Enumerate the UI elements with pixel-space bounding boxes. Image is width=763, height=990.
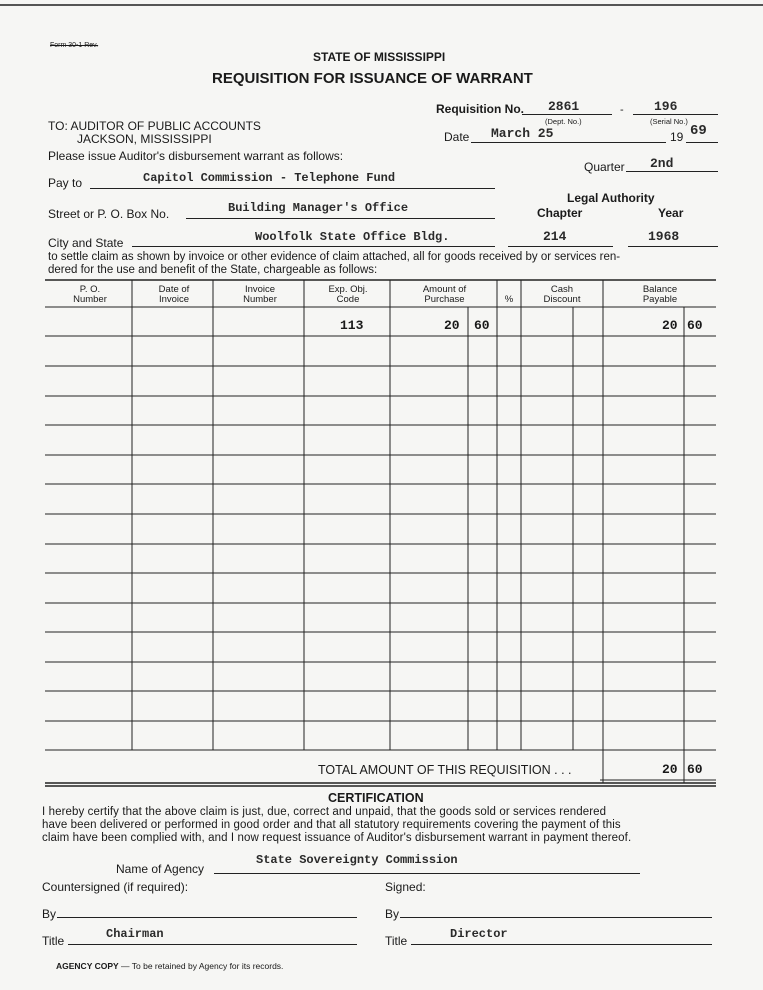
chapter-value: 214: [543, 229, 567, 244]
agency-name-value: State Sovereignty Commission: [256, 853, 458, 867]
certification-line-3: claim have been complied with, and I now request issuance of Auditor's disbursement warrant in payment thereof.: [42, 832, 632, 844]
left-title-value: Chairman: [106, 927, 164, 941]
amount-dollars-cell: 20: [444, 318, 460, 333]
dept-no-caption: (Dept. No.): [545, 117, 582, 126]
balance-dollars-cell: 20: [662, 318, 678, 333]
col-header-cash-discount: Cash Discount: [543, 284, 581, 305]
serial-no-caption: (Serial No.): [650, 117, 688, 126]
form-number: Form 30-1 Rev.: [50, 42, 99, 49]
col-header-percent: %: [504, 294, 514, 305]
col-header-invoice-number: Invoice Number: [243, 284, 277, 305]
amount-cents-cell: 60: [474, 318, 490, 333]
year-auth-line: [628, 246, 718, 247]
total-dollars: 20: [662, 762, 678, 777]
signed-label: Signed:: [385, 880, 426, 894]
quarter-label: Quarter: [584, 160, 625, 174]
right-title-value: Director: [450, 927, 508, 941]
col-header-balance-payable: Balance Payable: [642, 284, 678, 305]
to-line-1: TO: AUDITOR OF PUBLIC ACCOUNTS: [48, 119, 261, 133]
agency-name-label: Name of Agency: [116, 862, 205, 876]
city-value: Woolfolk State Office Bldg.: [255, 230, 450, 244]
pay-to-label: Pay to: [48, 176, 83, 190]
year-column-label: Year: [658, 206, 684, 220]
footer-agency-copy: AGENCY COPY: [56, 961, 119, 971]
form-title: REQUISITION FOR ISSUANCE OF WARRANT: [212, 70, 533, 87]
countersigned-label: Countersigned (if required):: [42, 880, 189, 894]
city-line: [132, 246, 495, 247]
right-title-label: Title: [385, 934, 408, 948]
balance-cents-cell: 60: [687, 318, 703, 333]
year-value: 69: [690, 123, 707, 139]
chapter-label: Chapter: [537, 206, 583, 220]
requisition-label: Requisition No.: [436, 102, 524, 116]
dash: -: [620, 104, 624, 116]
agency-name-line: [214, 873, 640, 874]
street-line: [186, 218, 495, 219]
date-line: [471, 142, 666, 143]
col-header-po-number: P. O. Number: [73, 284, 107, 305]
footer-note: [56, 961, 283, 971]
dept-no-line: [522, 114, 612, 115]
pay-to-line: [90, 188, 495, 189]
col-header-exp-obj-code: Exp. Obj. Code: [328, 284, 368, 305]
serial-no-line: [633, 114, 718, 115]
quarter-value: 2nd: [650, 156, 674, 171]
serial-no-value: 196: [654, 99, 678, 114]
dept-no-value: 2861: [548, 99, 580, 114]
year-auth-value: 1968: [648, 229, 680, 244]
total-label: TOTAL AMOUNT OF THIS REQUISITION . . .: [318, 763, 572, 777]
exp-code-cell: 113: [340, 318, 364, 333]
settle-text-1: to settle claim as shown by invoice or other evidence of claim attached, all for goods received by or services ren-: [48, 251, 621, 263]
please-issue-text: Please issue Auditor's disbursement warrant as follows:: [48, 149, 344, 163]
certification-line-2: have been delivered or performed in good order and that all statutory requirements covering the payment of this: [42, 819, 621, 831]
chapter-line: [508, 246, 613, 247]
year-prefix: 19: [670, 130, 684, 144]
footer-text: — To be retained by Agency for its records.: [121, 961, 284, 971]
certification-title: CERTIFICATION: [328, 791, 424, 805]
left-by-line: [57, 917, 357, 918]
settle-text-2: dered for the use and benefit of the State, chargeable as follows:: [48, 264, 378, 276]
top-border: [0, 4, 763, 6]
left-title-line: [68, 944, 357, 945]
left-title-label: Title: [42, 934, 65, 948]
right-title-line: [411, 944, 712, 945]
city-label: City and State: [48, 236, 124, 250]
to-line-2: JACKSON, MISSISSIPPI: [77, 132, 212, 146]
left-by-label: By: [42, 907, 57, 921]
state-title: STATE OF MISSISSIPPI: [313, 50, 446, 64]
col-header-date-of-invoice: Date of Invoice: [158, 284, 190, 305]
street-value: Building Manager's Office: [228, 201, 409, 215]
certification-line-1: I hereby certify that the above claim is just, due, correct and unpaid, that the goods sold or services rendered: [42, 806, 607, 818]
quarter-line: [626, 171, 718, 172]
col-header-amount-of-purchase: Amount of Purchase: [422, 284, 467, 305]
total-cents: 60: [687, 762, 703, 777]
street-label: Street or P. O. Box No.: [48, 207, 170, 221]
right-by-line: [400, 917, 712, 918]
date-value: March 25: [491, 126, 554, 141]
pay-to-value: Capitol Commission - Telephone Fund: [143, 171, 396, 185]
right-by-label: By: [385, 907, 400, 921]
date-label: Date: [444, 130, 470, 144]
legal-authority-label: Legal Authority: [567, 191, 655, 205]
year-line: [686, 142, 718, 143]
